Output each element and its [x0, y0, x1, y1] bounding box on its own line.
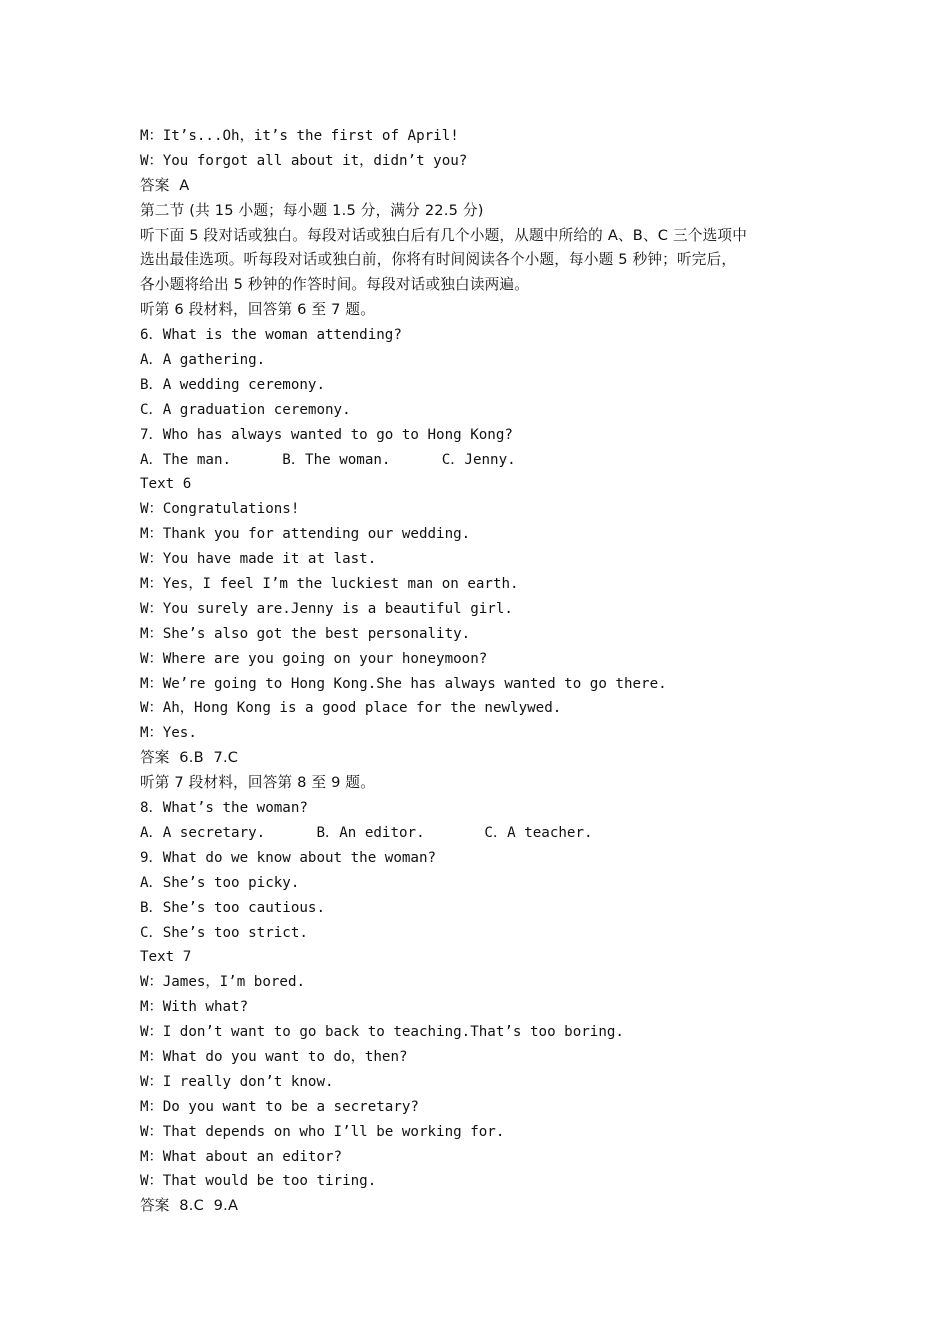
text-heading: Text 7: [140, 949, 192, 966]
option-line: C．She’s too strict.: [140, 924, 308, 941]
dialogue-line: W：You surely are.Jenny is a beautiful girl.: [140, 600, 513, 617]
dialogue-line: W：That depends on who I’ll be working for.: [140, 1123, 505, 1140]
dialogue-line: M：Do you want to be a secretary?: [140, 1098, 419, 1115]
dialogue-line: M：With what?: [140, 999, 249, 1016]
dialogue-line: M：We’re going to Hong Kong.She has always wanted to go there.: [140, 675, 667, 692]
answer-line: 答案 6.B 7.C: [140, 749, 239, 767]
question-line: 9．What do we know about the woman?: [140, 849, 437, 866]
dialogue-line: W：Where are you going on your honeymoon?: [140, 650, 488, 667]
section-heading: 第二节 (共 15 小题；每小题 1.5 分，满分 22.5 分): [140, 201, 484, 219]
instruction-line: 听下面 5 段对话或独白。每段对话或独白后有几个小题，从题中所给的 A、B、C 三个选项中: [140, 226, 747, 244]
option-line: B．A wedding ceremony.: [140, 376, 326, 393]
dialogue-line: W：You forgot all about it，didn’t you?: [140, 152, 468, 169]
instruction-line: 选出最佳选项。听每段对话或独白前，你将有时间阅读各个小题，每小题 5 秒钟；听完后，: [140, 251, 737, 269]
dialogue-line: M：Yes.: [140, 725, 197, 742]
dialogue-line: M：Thank you for attending our wedding.: [140, 526, 471, 543]
document-page: [140, 124, 820, 1219]
answer-line: 答案 A: [140, 176, 190, 194]
option-line: A．A gathering.: [140, 352, 266, 369]
dialogue-line: W：That would be too tiring.: [140, 1173, 377, 1190]
question-line: 7．Who has always wanted to go to Hong Kong?: [140, 426, 513, 443]
text-heading: Text 6: [140, 476, 192, 493]
question-line: 6．What is the woman attending?: [140, 327, 402, 344]
dialogue-line: W：Ah，Hong Kong is a good place for the newlywed.: [140, 700, 562, 717]
dialogue-line: M：What about an editor?: [140, 1148, 343, 1165]
option-line: A．The man. B．The woman. C．Jenny.: [140, 451, 516, 468]
dialogue-line: M：She’s also got the best personality.: [140, 625, 471, 642]
question-line: 8．What’s the woman?: [140, 800, 308, 817]
dialogue-line: W：I really don’t know.: [140, 1073, 334, 1090]
dialogue-line: M：It’s...Oh，it’s the first of April!: [140, 128, 459, 144]
option-line: B．She’s too cautious.: [140, 899, 326, 916]
material-heading: 听第 6 段材料，回答第 6 至 7 题。: [140, 301, 376, 319]
option-line: C．A graduation ceremony.: [140, 401, 351, 418]
instruction-line: 各小题将给出 5 秒钟的作答时间。每段对话或独白读两遍。: [140, 276, 530, 294]
dialogue-line: W：I don’t want to go back to teaching.That’s too boring.: [140, 1024, 624, 1041]
material-heading: 听第 7 段材料，回答第 8 至 9 题。: [140, 774, 376, 792]
answer-line: 答案 8.C 9.A: [140, 1197, 239, 1215]
dialogue-line: W：Congratulations!: [140, 501, 300, 518]
dialogue-line: M：What do you want to do，then?: [140, 1048, 408, 1065]
option-line: A．She’s too picky.: [140, 874, 300, 891]
option-line: A．A secretary. B．An editor. C．A teacher.: [140, 824, 593, 841]
dialogue-line: M：Yes，I feel I’m the luckiest man on earth.: [140, 576, 519, 593]
dialogue-line: W：You have made it at last.: [140, 551, 377, 568]
dialogue-line: W：James，I’m bored.: [140, 974, 306, 991]
